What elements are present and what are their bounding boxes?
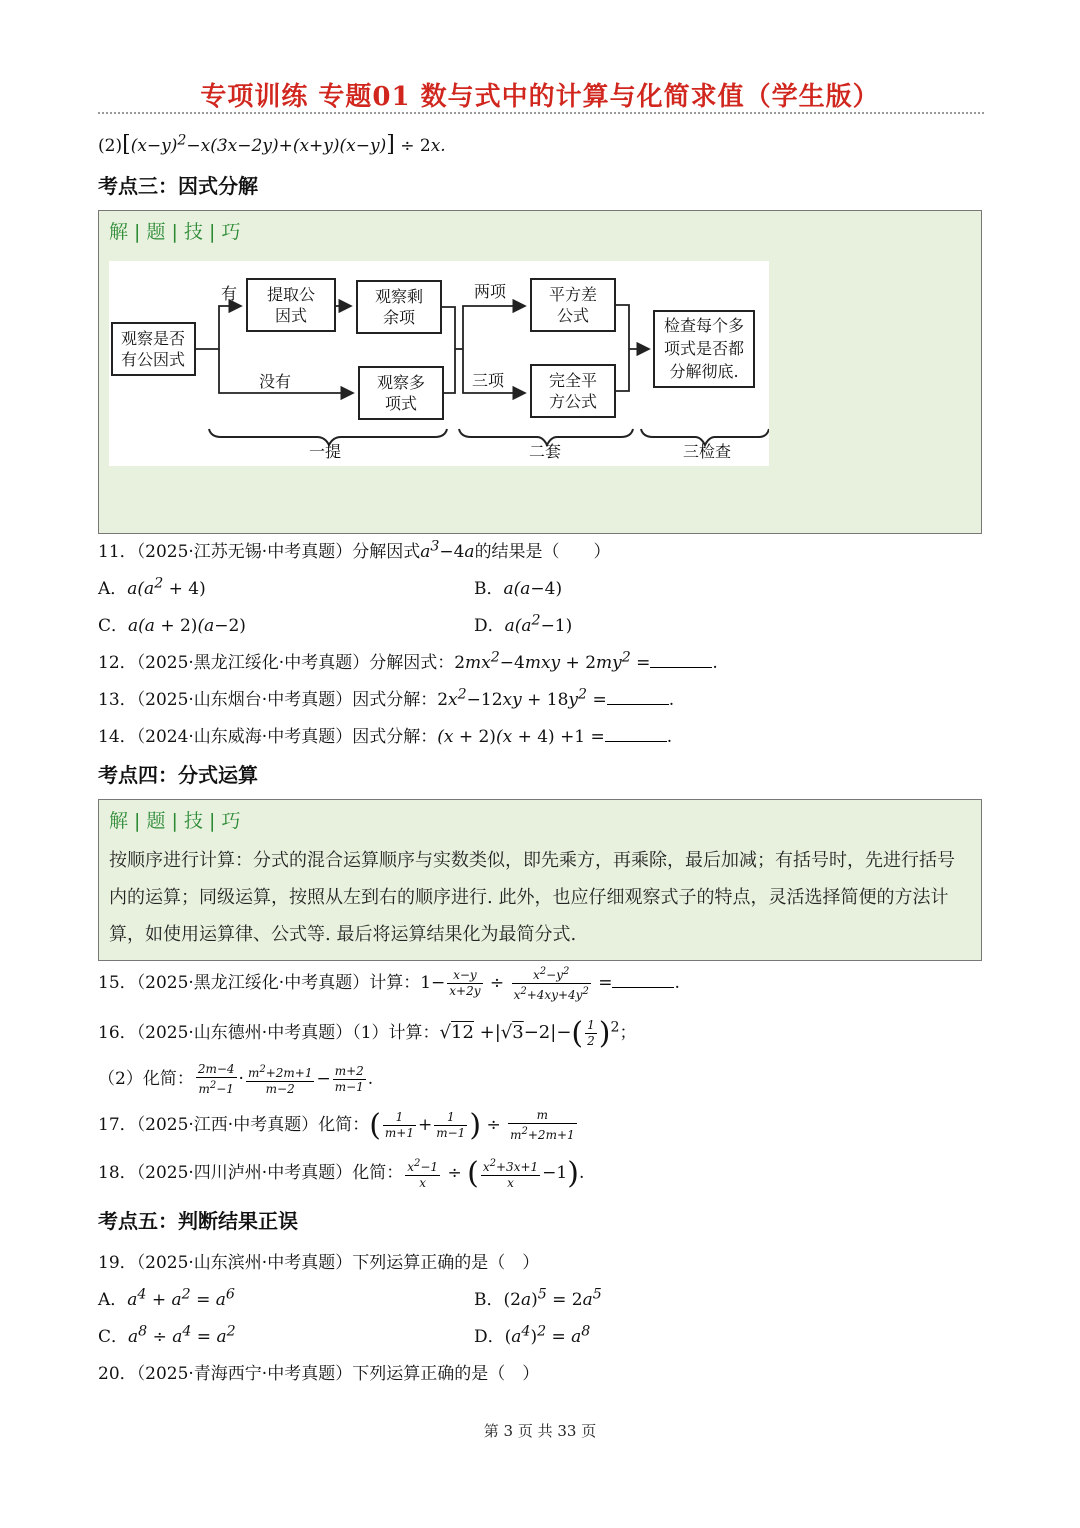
q19-option-b[interactable]: B．$(2a)^5 = 2a^5$: [474, 1286, 602, 1310]
section-5-heading: 考点五：判断结果正误: [98, 1209, 298, 1233]
q15-answer-blank[interactable]: [612, 973, 674, 988]
q11-option-a[interactable]: A．$a(a^2 + 4)$: [98, 575, 206, 599]
question-17: 17．（2025·江西·中考真题）化简：( $\frac{1}{m+1}$ + $\frac{1}{m-1}$ ) ÷ $\frac{m}{m^2+2m+1}$: [98, 1108, 575, 1143]
page-title: 专项训练 专题01 数与式中的计算与化简求值（学生版）: [200, 82, 880, 112]
flow-text-diff-2: 公式: [556, 306, 590, 325]
question-13: 13．（2025·山东烟台·中考真题）因式分解：$2x^2-12xy + 18y^2$ = .: [98, 686, 675, 710]
tips-label: 解 | 题 | 技 | 巧: [109, 810, 241, 832]
q14-answer-blank[interactable]: [605, 727, 667, 742]
flow-text-observe-common-2: 有公因式: [120, 350, 186, 369]
question-11: 11．（2025·江苏无锡·中考真题）分解因式$a^3-4a$的结果是（ ）: [98, 538, 611, 562]
question-20: 20．（2025·青海西宁·中考真题）下列运算正确的是（ ）: [98, 1364, 540, 1384]
q11-option-d[interactable]: D．$a(a^2-1)$: [474, 612, 573, 636]
section-4-heading: 考点四：分式运算: [98, 763, 258, 787]
question-18: 18．（2025·四川泸州·中考真题）化简： $\frac{x^2-1}{x}$ ÷ ( $\frac{x^2+3x+1}{x}$ −1).: [98, 1156, 585, 1191]
flow-text-many-2: 项式: [384, 394, 418, 413]
tips-box-factorization: [98, 210, 982, 534]
q12-answer-blank[interactable]: [650, 653, 712, 668]
flow-label-brace-2: 二套: [528, 442, 562, 461]
q13-answer-blank[interactable]: [607, 690, 669, 705]
flow-text-check-1: 检查每个多: [663, 316, 745, 335]
title-divider: [98, 112, 984, 114]
tips-label: 解 | 题 | 技 | 巧: [109, 221, 241, 243]
question-12: 12．（2025·黑龙江绥化·中考真题）分解因式：$2mx^2-4mxy + 2my^2$ = .: [98, 649, 718, 673]
question-19: 19．（2025·山东滨州·中考真题）下列运算正确的是（ ）: [98, 1253, 540, 1273]
flow-label-no: 没有: [259, 372, 292, 391]
flow-text-remaining-1: 观察剩: [374, 287, 424, 306]
flow-label-brace-1: 一提: [308, 442, 342, 461]
flow-label-three-terms: 三项: [472, 371, 505, 390]
flow-text-perfect-2: 方公式: [548, 392, 598, 411]
section-3-heading: 考点三：因式分解: [98, 174, 258, 198]
flow-text-many-1: 观察多: [376, 373, 426, 392]
flow-text-remaining-2: 余项: [382, 308, 416, 327]
flow-label-yes: 有: [221, 284, 238, 303]
q19-option-a[interactable]: A．$a^4 + a^2 = a^6$: [98, 1286, 235, 1310]
flow-text-diff-1: 平方差: [548, 285, 598, 304]
factorization-flowchart: [109, 261, 769, 466]
flow-text-check-3: 分解彻底.: [669, 362, 739, 381]
flow-text-check-2: 项式是否都: [663, 339, 745, 358]
q11-option-c[interactable]: C．a(a + 2)(a−2): [98, 616, 246, 636]
q19-option-d[interactable]: D．$(a^4)^2 = a^8$: [474, 1323, 591, 1347]
problem-10-part-2: $(2)[(x-y)^2-x(3x-2y)+(x+y)(x-y)] \div 2x$.: [98, 132, 446, 157]
tips-box-fractions: [98, 799, 982, 961]
page-footer: 第 3 页 共 33 页: [483, 1422, 597, 1440]
flow-label-brace-3: 三检查: [682, 442, 732, 461]
question-14: 14．（2024·山东威海·中考真题）因式分解：(x + 2)(x + 4) +1 = .: [98, 727, 673, 747]
question-16: 16．（2025·山东德州·中考真题）（1）计算：√12 +|√3−2|−( $\frac{1}{2}$ )$^2$；: [98, 1016, 637, 1051]
flow-text-observe-common-1: 观察是否: [120, 329, 186, 348]
flow-text-extract-1: 提取公: [266, 285, 316, 304]
question-15: 15．（2025·黑龙江绥化·中考真题）计算：1− $\frac{x-y}{x+2y}$ ÷ $\frac{x^2-y^2}{x^2+4xy+4y^2}$ = .: [98, 966, 680, 1002]
flow-text-perfect-1: 完全平: [548, 371, 598, 390]
flow-text-extract-2: 因式: [274, 306, 308, 325]
question-16-part-2: （2）化简： $\frac{2m-4}{m^2-1}$ · $\frac{m^2+2m+1}{m-2}$ − $\frac{m+2}{m-1}$ .: [98, 1062, 374, 1096]
q19-option-c[interactable]: C．$a^8 \div a^4 = a^2$: [98, 1323, 236, 1347]
flow-label-two-terms: 两项: [474, 282, 507, 301]
tips-text: 按顺序进行计算：分式的混合运算顺序与实数类似，即先乘方，再乘除，最后加减；有括号时，先进行括号内的运算；同级运算，按照从左到右的顺序进行. 此外，也应仔细观察式子的特点，灵活选择简便的方法计算，如使用运算律、公式等. 最后将运算结果化为最简分式.: [109, 850, 955, 945]
q11-option-b[interactable]: B．a(a−4): [474, 579, 563, 599]
